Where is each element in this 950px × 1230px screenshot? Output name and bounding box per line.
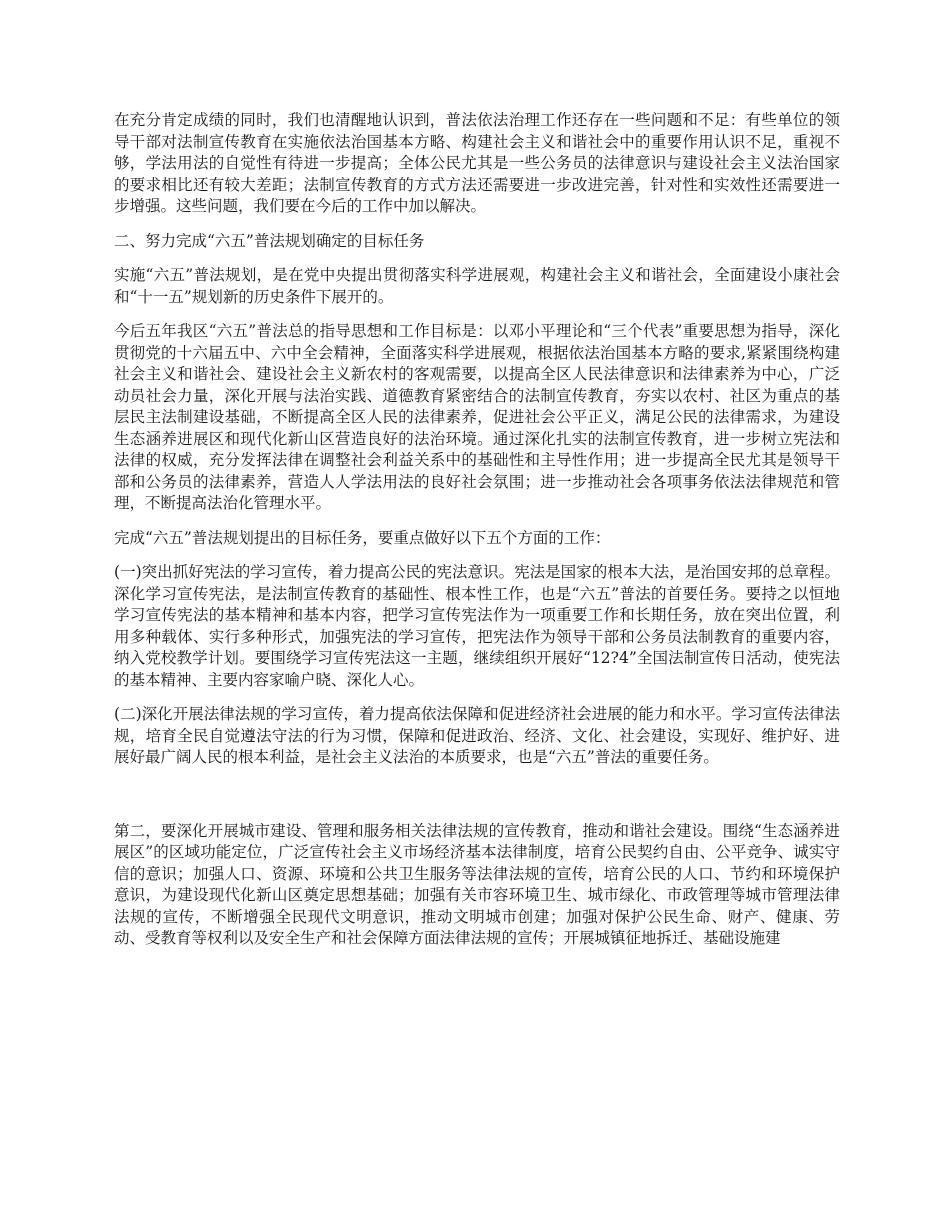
paragraph-intro: 在充分肯定成绩的同时，我们也清醒地认识到，普法依法治理工作还存在一些问题和不足：有些单位的领导干部对法制宣传教育在实施依法治国基本方略、构建社会主义和谐社会中的重要作用认识不足，重视不够，学法用法的自觉性有待进一步提高；全体公民尤其是一些公务员的法律意识与建设社会主义法治国家的要求相比还有较大差距；法制宣传教育的方式方法还需要进一步改进完善，针对性和实效性还需要进一步增强。这些问题，我们要在今后的工作中加以解决。 [114, 111, 840, 215]
paragraph-guiding-thought: 今后五年我区“六五”普法总的指导思想和工作目标是：以邓小平理论和“三个代表”重要思想为指导，深化贯彻党的十六届五中、六中全会精神，全面落实科学进展观，根据依法治国基本方略的要求,紧紧围绕构建社会主义和谐社会、建设社会主义新农村的客观需要，以提高全区人民法律意识和法律素养为中心，广泛动员社会力量，深化开展与法治实践、道德教育紧密结合的法制宣传教育，夯实以农村、社区为重点的基层民主法制建设基础，不断提高全区人民的法律素养，促进社会公平正义，满足公民的法律需求，为建设生态涵养进展区和现代化新山区营造良好的法治环境。通过深化扎实的法制宣传教育，进一步树立宪法和法律的权威，充分发挥法律在调整社会利益关系中的基础性和主导性作用；进一步提高全民尤其是领导干部和公务员的法律素养，营造人人学法用法的良好社会氛围；进一步推动社会各项事务依法法律规范和管理，不断提高法治化管理水平。 [114, 322, 840, 512]
paragraph-task-two: (二)深化开展法律法规的学习宣传，着力提高依法保障和促进经济社会进展的能力和水平。学习宣传法律法规，培育全民自觉遵法守法的行为习惯，保障和促进政治、经济、文化、社会建设，实现好、维护好、进展好最广阔人民的根本利益，是社会主义法治的本质要求，也是“六五”普法的重要任务。 [114, 705, 840, 766]
paragraph-five-tasks: 完成“六五”普法规划提出的目标任务，要重点做好以下五个方面的工作： [114, 528, 611, 547]
paragraph-second-point: 第二，要深化开展城市建设、管理和服务相关法律法规的宣传教育，推动和谐社会建设。围绕“生态涵养进展区”的区域功能定位，广泛宣传社会主义市场经济基本法律制度，培育公民契约自由、公平竞争、诚实守信的意识；加强人口、资源、环境和公共卫生服务等法律法规的宣传，培育公民的人口、节约和环境保护意识，为建设现代化新山区奠定思想基础；加强有关市容环境卫生、城市绿化、市政管理等城市管理法律法规的宣传，不断增强全民现代文明意识，推动文明城市创建；加强对保护公民生命、财产、健康、劳动、受教育等权利以及安全生产和社会保障方面法律法规的宣传；开展城镇征地拆迁、基础设施建 [114, 821, 840, 947]
paragraph-task-one: (一)突出抓好宪法的学习宣传，着力提高公民的宪法意识。宪法是国家的根本大法，是治国安邦的总章程。深化学习宣传宪法，是法制宣传教育的基础性、根本性工作，也是“六五”普法的首要任务。要持之以恒地学习宣传宪法的基本精神和基本内容，把学习宣传宪法作为一项重要工作和长期任务，放在突出位置，利用多种载体、实行多种形式，加强宪法的学习宣传，把宪法作为领导干部和公务员法制教育的重要内容，纳入党校教学计划。要围绕学习宣传宪法这一主题，继续组织开展好“12?4”全国法制宣传日活动，使宪法的基本精神、主要内容家喻户晓、深化人心。 [114, 563, 840, 689]
document-body [114, 110, 840, 963]
paragraph-implementation: 实施“六五”普法规划，是在党中央提出贯彻落实科学进展观，构建社会主义和谐社会，全面建设小康社会和“十一五”规划新的历史条件下展开的。 [114, 266, 840, 306]
section-heading: 二、努力完成“六五”普法规划确定的目标任务 [114, 231, 425, 250]
